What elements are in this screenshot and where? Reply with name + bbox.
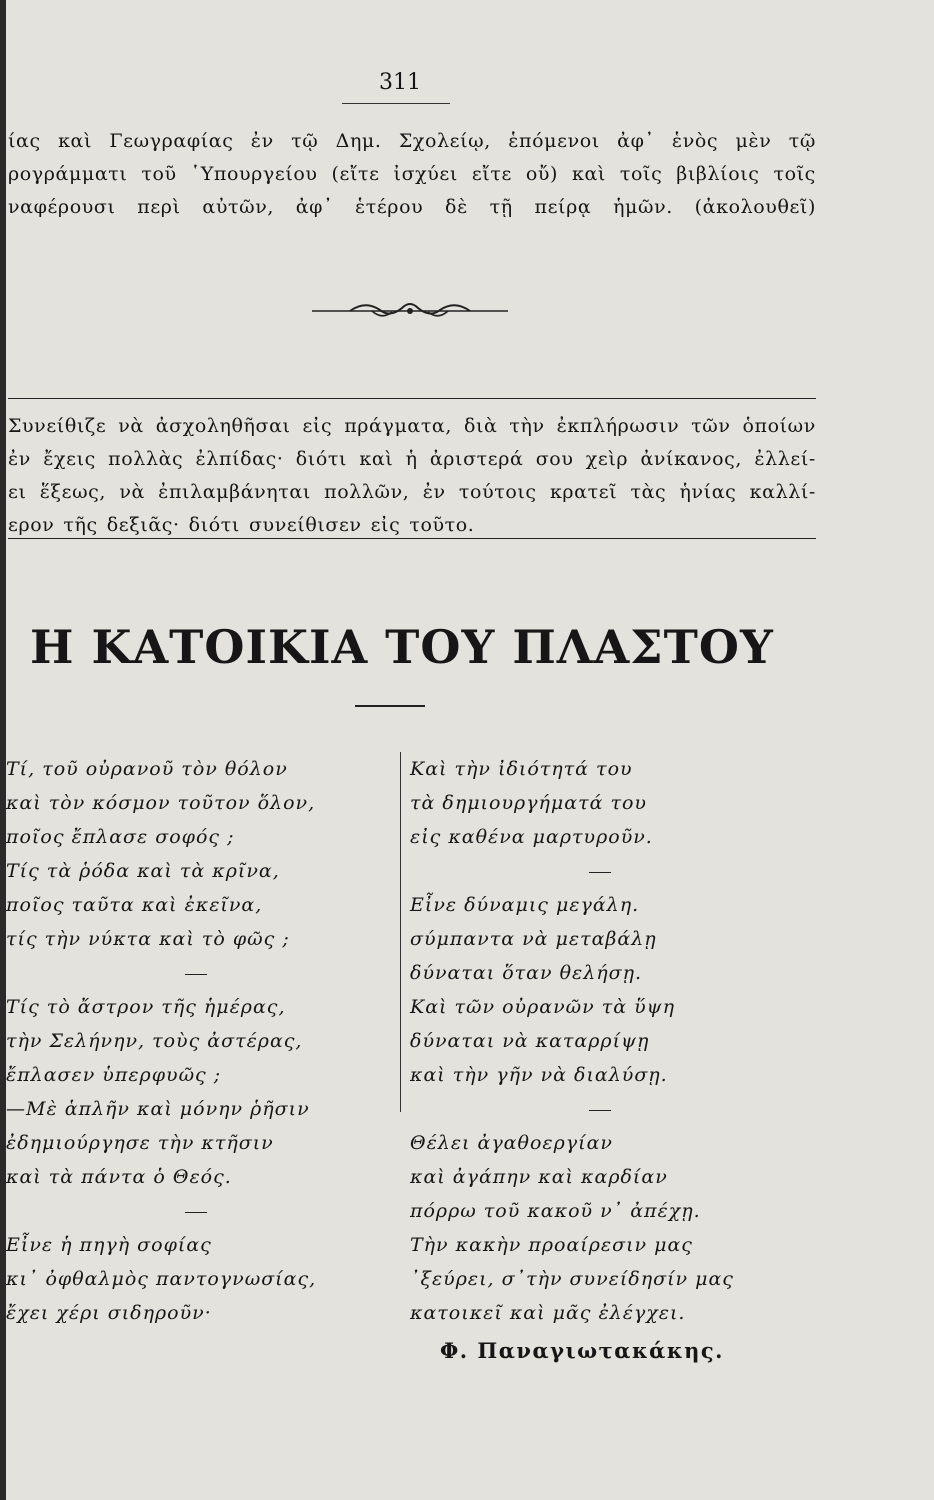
poem-verse: τίς τὴν νύκτα καὶ τὸ φῶς ; (6, 928, 290, 950)
word: ἰσχύει (393, 163, 458, 185)
stanza-separator (410, 1092, 790, 1126)
word: ἀνίκανος, (640, 448, 743, 470)
poem-verse: Εἶνε ἡ πηγὴ σοφίας (6, 1234, 212, 1256)
poem-verse: δύναται νὰ καταρρίψῃ (410, 1030, 650, 1052)
word: διὰ (463, 415, 498, 437)
word: ἡμῶν. (613, 196, 673, 218)
word: ἀφ᾽ (295, 196, 334, 218)
word: Γεωγραφίας (109, 130, 234, 152)
word: (ἀκολουθεῖ) (694, 196, 816, 218)
word: ερον (8, 514, 55, 536)
word: ἕξεως, (39, 481, 107, 503)
word: τῶν (691, 415, 731, 437)
stanza-separator (410, 854, 790, 888)
word: δεξιᾶς· (106, 514, 180, 536)
word: τῇ (489, 196, 513, 218)
word: Συνείθιζε (8, 415, 107, 437)
stanza-separator (6, 1194, 386, 1228)
word: ἀσχοληθῆσαι (155, 415, 291, 437)
word: καὶ (359, 448, 394, 470)
page-number: 311 (379, 70, 421, 95)
word: (εἴτε (331, 163, 380, 185)
maxim-bottom-rule (8, 538, 816, 539)
poem-verse: καὶ τὰ πάντα ὁ Θεός. (6, 1166, 232, 1188)
word: ἡ (405, 448, 418, 470)
word: ἐν (8, 448, 31, 470)
poem-left-column (6, 752, 386, 1330)
word: ἐκπλήρωσιν (556, 415, 680, 437)
word: τὴν (509, 415, 545, 437)
word: κρατεῖ (549, 481, 618, 503)
word: τῷ (291, 130, 319, 152)
poem-title: Η ΚΑΤΟΙΚΙΑ ΤΟΥ ΠΛΑΣΤΟΥ (30, 620, 774, 674)
word: ρογράμματι (8, 163, 128, 185)
stanza-dash (589, 1110, 611, 1111)
word: διότι (295, 448, 348, 470)
stanza-dash (185, 1212, 207, 1213)
poem-verse: τὰ δημιουργήματά του (410, 792, 647, 814)
word: ἀφ᾽ (617, 130, 655, 152)
word: ἀριστερά (429, 448, 524, 470)
maxim-top-rule (8, 398, 816, 399)
word: τοῦτο. (409, 514, 475, 536)
stanza-separator (6, 956, 386, 990)
page-number-rule (342, 103, 450, 104)
poem-verse: δύναται ὅταν θελήσῃ. (410, 962, 643, 984)
word: τῷ (788, 130, 816, 152)
author-signature: Φ. Παναγιωτακάκης. (440, 1338, 724, 1363)
word: διότι (188, 514, 240, 536)
poem-verse: καὶ τὸν κόσμον τοῦτον ὅλον, (6, 792, 316, 814)
poem-right-column (410, 752, 790, 1330)
word: ἐν (250, 130, 274, 152)
column-divider (400, 752, 401, 1112)
word: ἐπιλαμβάνηται (158, 481, 311, 503)
poem-verse: Τίς τὰ ῥόδα καὶ τὰ κρῖνα, (6, 860, 280, 882)
poem-verse: Τὴν κακὴν προαίρεσιν μας (410, 1234, 693, 1256)
stanza-dash (589, 872, 611, 873)
poem-verse: εἰς καθένα μαρτυροῦν. (410, 826, 653, 848)
poem-verse: Καὶ τῶν οὐρανῶν τὰ ὕψη (410, 996, 675, 1018)
word: εἰς (302, 415, 333, 437)
word: νὰ (119, 481, 145, 503)
word: ἐλπίδας· (195, 448, 284, 470)
poem-verse: σύμπαντα νὰ μεταβάλῃ (410, 928, 657, 950)
poem-verse: τὴν Σελήνην, τοὺς ἀστέρας, (6, 1030, 303, 1052)
poem-verse: ᾽ξεύρει, σ᾽τὴν συνείδησίν μας (410, 1268, 734, 1290)
word: τούτοις (458, 481, 537, 503)
poem-verse: ποῖος ταῦτα καὶ ἐκεῖνα, (6, 894, 263, 916)
top_paragraph-line (8, 191, 816, 224)
maxim-line (8, 443, 816, 476)
top_paragraph-line (8, 125, 816, 158)
word: ἑνὸς (671, 130, 719, 152)
word: ὁποίων (742, 415, 816, 437)
word: ναφέρουσι (8, 196, 116, 218)
word: ἑπόμενοι (508, 130, 600, 152)
word: συνείθισεν (248, 514, 362, 536)
word: ίας (8, 130, 41, 152)
poem-verse: Θέλει ἀγαθοεργίαν (410, 1132, 613, 1154)
word: βιβλίοις (676, 163, 760, 185)
word: καὶ (58, 130, 93, 152)
word: οὔ) (525, 163, 559, 185)
continued-article-paragraph (8, 125, 816, 224)
word: ει (8, 481, 27, 503)
word: τῆς (63, 514, 98, 536)
poem-verse: κατοικεῖ καὶ μᾶς ἐλέγχει. (410, 1302, 686, 1324)
word: τοῖς (773, 163, 816, 185)
title-underline (355, 705, 425, 707)
poem-verse: καὶ ἀγάπην καὶ καρδίαν (410, 1166, 668, 1188)
poem-verse: καὶ τὴν γῆν νὰ διαλύσῃ. (410, 1064, 668, 1086)
word: εἰς (370, 514, 401, 536)
maxim-line (8, 410, 816, 443)
poem-verse: Καὶ τὴν ἰδιότητά του (410, 758, 633, 780)
poem-verse: ἐδημιούργησε τὴν κτῆσιν (6, 1132, 274, 1154)
stanza-dash (185, 974, 207, 975)
word: μὲν (735, 130, 772, 152)
word: αὐτῶν, (202, 196, 274, 218)
poem-verse: ἔπλασεν ὑπερφυῶς ; (6, 1064, 222, 1086)
word: πολλὰς (108, 448, 184, 470)
word: ἔχεις (43, 448, 96, 470)
word: τοῦ (141, 163, 177, 185)
word: τοῖς (619, 163, 663, 185)
word: σου (535, 448, 574, 470)
poem-verse: —Μὲ ἁπλῆν καὶ μόνην ῥῆσιν (6, 1098, 310, 1120)
poem-verse: κι᾽ ὀφθαλμὸς παντογνωσίας, (6, 1268, 317, 1290)
poem-verse: Εἶνε δύναμις μεγάλη. (410, 894, 640, 916)
word: περὶ (137, 196, 181, 218)
word: καὶ (571, 163, 606, 185)
top_paragraph-line (8, 158, 816, 191)
word: ἡνίας (679, 481, 737, 503)
word: πολλῶν, (324, 481, 410, 503)
word: χεὶρ (585, 448, 629, 470)
word: Σχολείῳ, (398, 130, 491, 152)
word: δὲ (445, 196, 468, 218)
poem-verse: Τί, τοῦ οὐρανοῦ τὸν θόλον (6, 758, 288, 780)
word: καλλί- (749, 481, 816, 503)
poem-verse: Τίς τὸ ἄστρον τῆς ἡμέρας, (6, 996, 286, 1018)
word: τὰς (630, 481, 667, 503)
word: νὰ (118, 415, 144, 437)
maxim-line (8, 476, 816, 509)
ornamental-divider (310, 298, 510, 324)
word: ῾Υπουργείου (190, 163, 318, 185)
word: πράγματα, (344, 415, 453, 437)
word: ἐλλεί- (754, 448, 816, 470)
maxim-paragraph (8, 410, 816, 542)
word: ἑτέρου (354, 196, 424, 218)
poem-verse: πόρρω τοῦ κακοῦ ν᾽ ἀπέχῃ. (410, 1200, 701, 1222)
word: εἴτε (471, 163, 512, 185)
word: Δημ. (335, 130, 382, 152)
poem-verse: ποῖος ἔπλασε σοφός ; (6, 826, 235, 848)
word: πείρᾳ (534, 196, 592, 218)
word: ἐν (422, 481, 446, 503)
poem-verse: ἔχει χέρι σιδηροῦν· (6, 1302, 212, 1324)
